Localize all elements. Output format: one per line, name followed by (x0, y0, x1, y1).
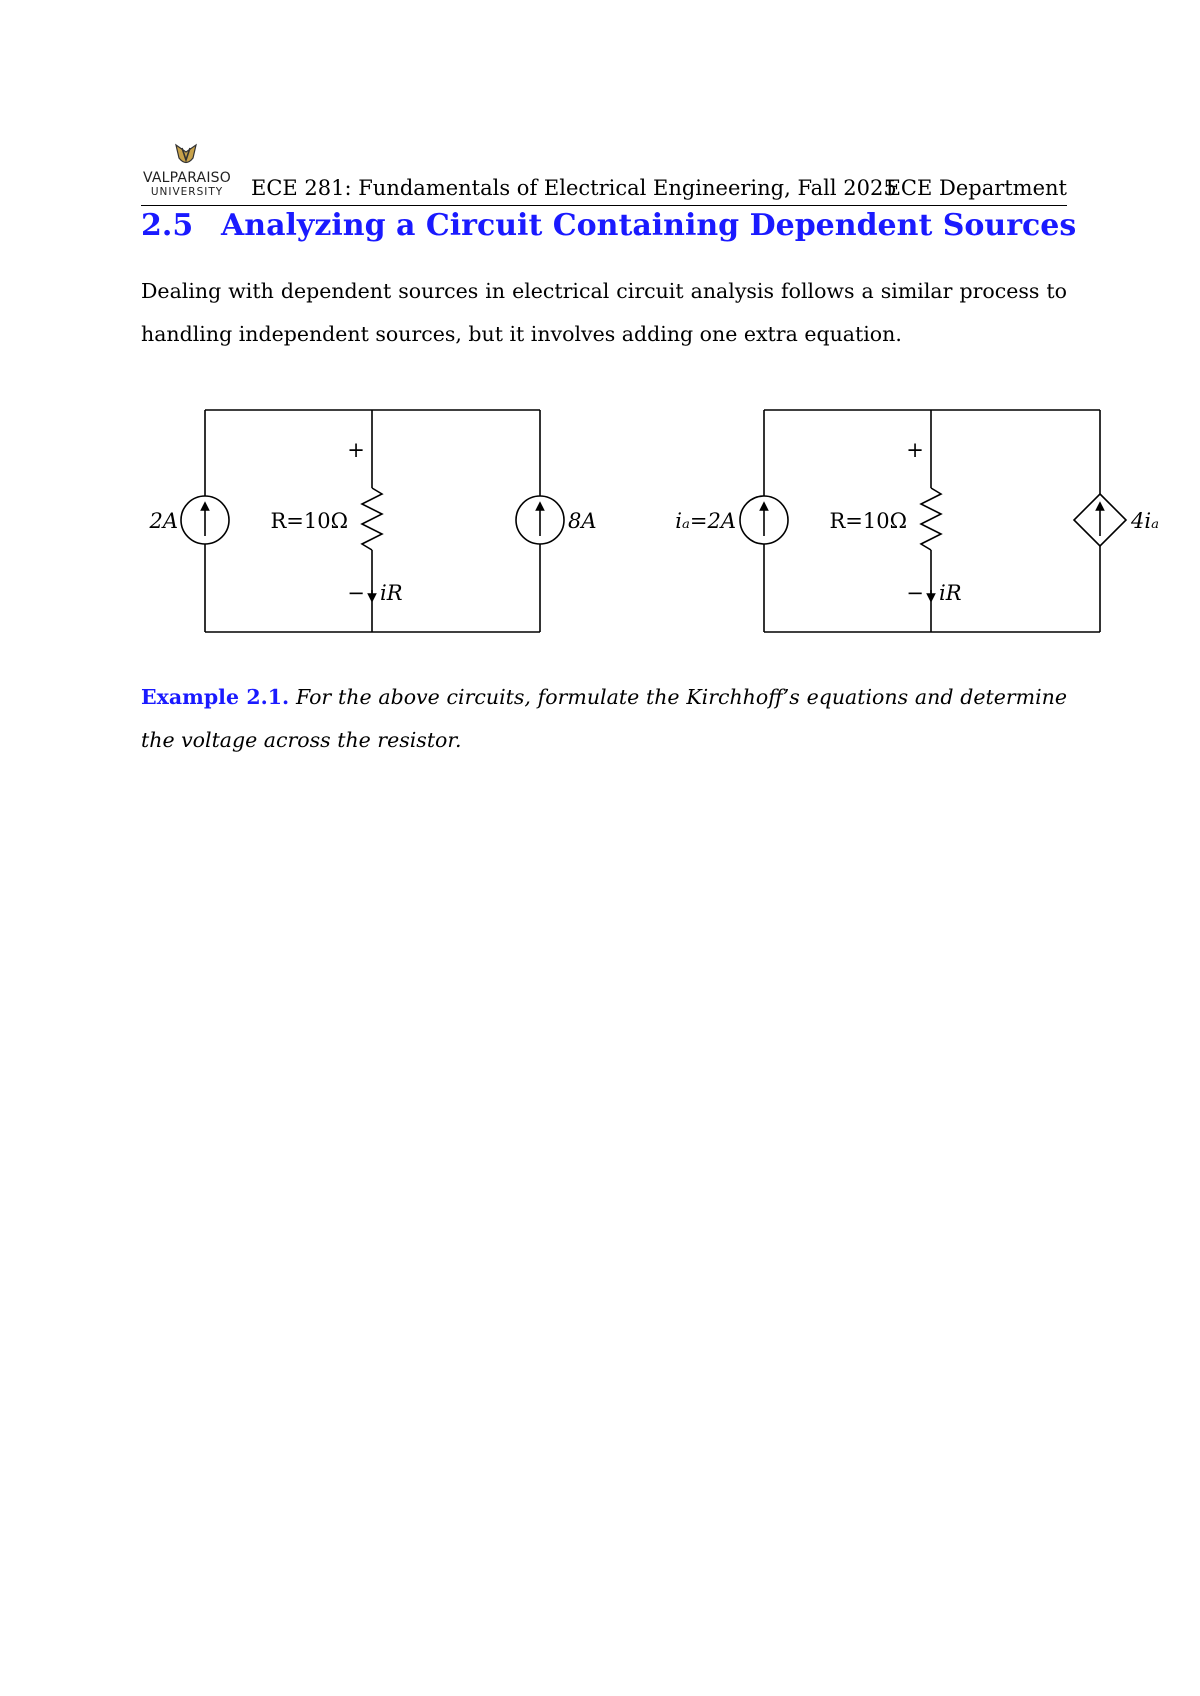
label-plus-left: + (347, 438, 365, 462)
resistor-right (921, 488, 941, 550)
label-current-left: iR (380, 581, 403, 605)
label-source-left: 2A (149, 509, 178, 533)
example-text: For the above circuits, formulate the Kirchhoff’s equations and determine the voltage across the resistor. (141, 685, 1067, 752)
label-plus-right: + (906, 438, 924, 462)
label-resistor-left: R=10Ω (270, 509, 348, 533)
torch-shield-icon (173, 142, 199, 168)
label-resistor-right: R=10Ω (829, 509, 907, 533)
section-number: 2.5 (141, 208, 194, 243)
section-title: Analyzing a Circuit Containing Dependent Sources (221, 208, 1077, 243)
example-block (141, 676, 1067, 762)
circuit-left (181, 410, 564, 632)
resistor-left (362, 488, 382, 550)
label-source-ia: iₐ=2A (675, 509, 736, 533)
course-title: ECE 281: Fundamentals of Electrical Engineering, Fall 2025 (251, 176, 897, 200)
circuit-right (740, 410, 1126, 632)
university-logo (141, 140, 233, 202)
intro-paragraph: Dealing with dependent sources in electrical circuit analysis follows a similar process to handling independent sources, but it involves adding one extra equation. (141, 279, 1067, 346)
header-rule (141, 205, 1067, 206)
page-header (141, 140, 1067, 206)
label-current-right: iR (939, 581, 962, 605)
label-source-right: 8A (568, 509, 597, 533)
example-label: Example 2.1. (141, 685, 290, 709)
label-dependent-source: 4iₐ (1131, 509, 1159, 533)
label-minus-right: − (906, 581, 924, 605)
logo-subtitle: UNIVERSITY (150, 186, 224, 198)
logo-name: VALPARAISO (143, 170, 231, 186)
circuit-diagrams (130, 390, 1170, 650)
section-heading (141, 208, 1076, 243)
department-name: ECE Department (885, 176, 1067, 200)
label-minus-left: − (347, 581, 365, 605)
